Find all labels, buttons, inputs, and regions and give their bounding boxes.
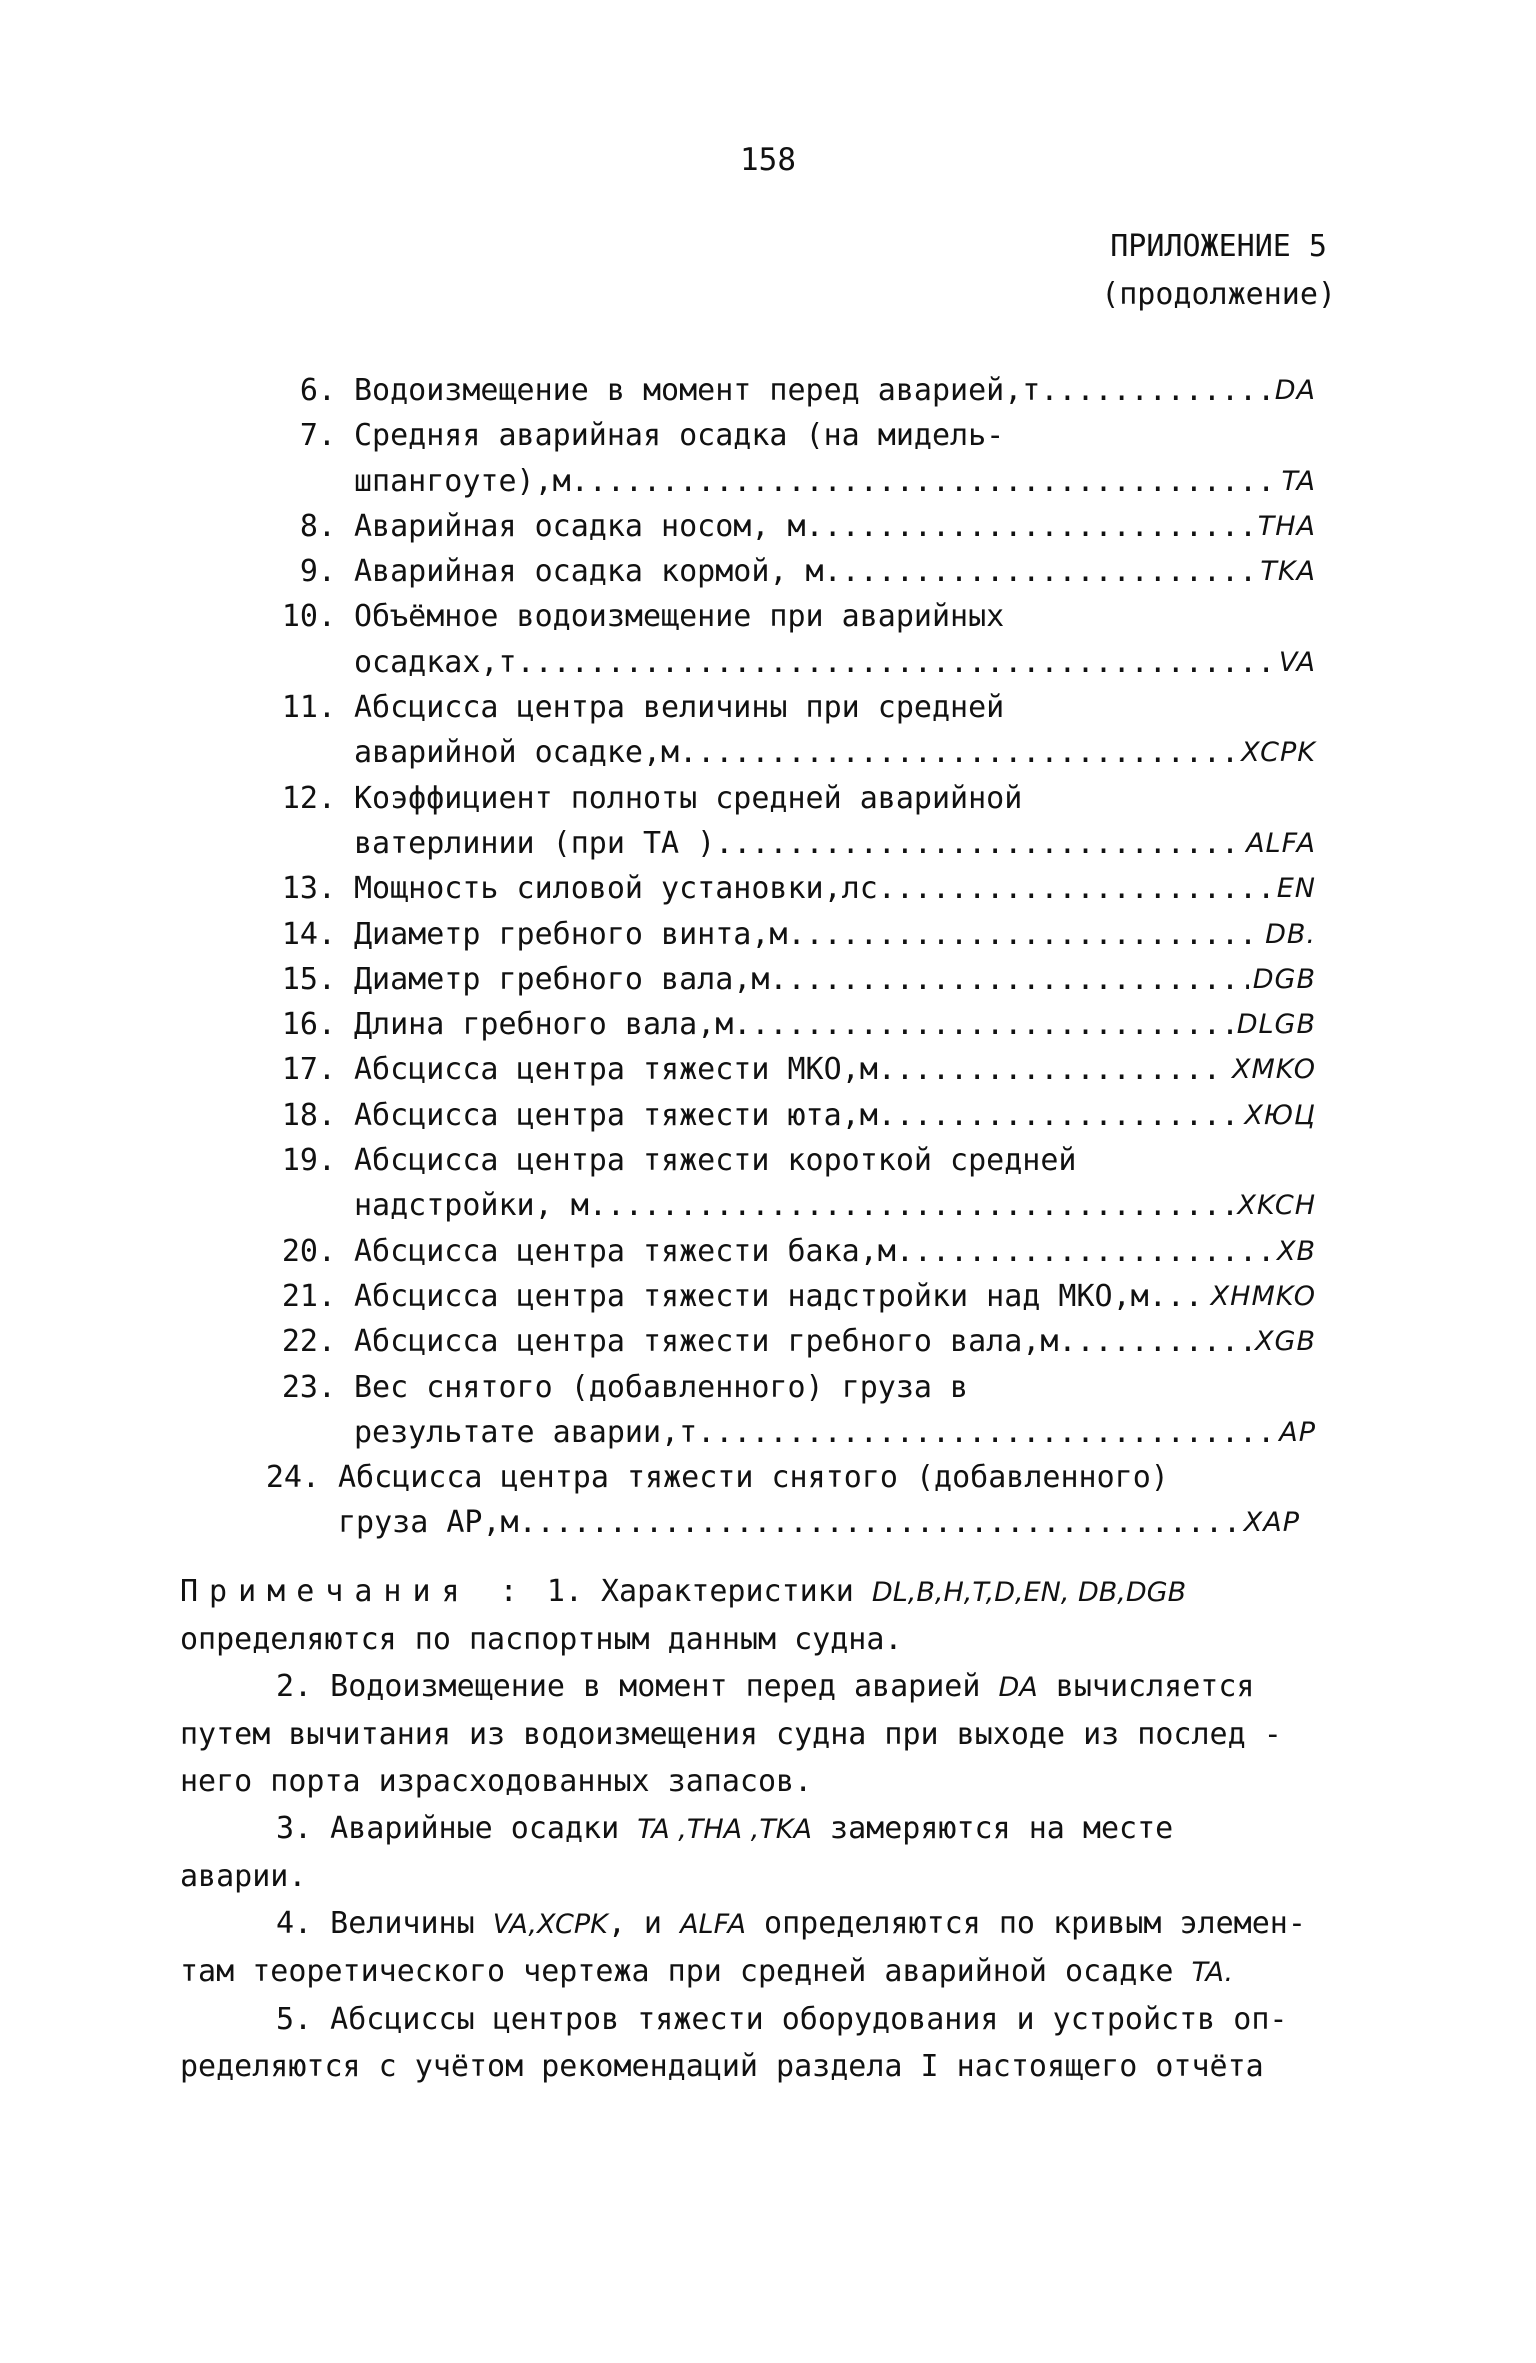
note-2-line-1: 2. Водоизмещение в момент перед аварией DA вычисляется [276, 1669, 1255, 1704]
list-item [238, 504, 1338, 549]
item-label: Диаметр гребного вала,м [354, 961, 770, 997]
list-item [238, 685, 1338, 776]
item-final-line [354, 1047, 1316, 1092]
dot-leader [806, 504, 1254, 549]
item-label: Мощность силовой установки,лс [354, 871, 878, 907]
list-item [238, 776, 1338, 867]
item-final-line [354, 1274, 1316, 1319]
list-item [238, 413, 1338, 504]
item-number: 6. [299, 373, 336, 408]
item-line: Абсцисса центра тяжести короткой средней [354, 1143, 1077, 1179]
note-1-line-1: Примечания : 1. Характеристики DL,B,H,T,D,EN, DB,DGB [180, 1574, 1187, 1609]
item-label: Диаметр гребного винта,м [354, 916, 788, 952]
list-item [238, 957, 1338, 1002]
dot-leader [519, 1500, 1240, 1545]
list-item [238, 866, 1338, 911]
item-text [336, 957, 1316, 1002]
item-label: Абсцисса центра тяжести гребного вала,м [354, 1324, 1059, 1360]
item-final-line [354, 1183, 1316, 1228]
list-item [238, 1365, 1338, 1456]
item-symbol: VA [1278, 646, 1316, 678]
item-final-line [354, 912, 1316, 957]
item-line: Вес снятого (добавленного) груза в [354, 1369, 969, 1405]
item-label: Абсцисса центра тяжести надстройки над МКО,м [354, 1278, 1149, 1314]
appendix-subtitle: (продолжение) [1101, 277, 1336, 312]
item-text [336, 1274, 1316, 1319]
item-text [336, 413, 1316, 504]
symbol: TA ,THA ,TKA [637, 1814, 812, 1845]
item-symbol: DLGB [1236, 1009, 1316, 1041]
item-final-line [354, 1229, 1316, 1274]
note-5-line-2: ределяются с учётом рекомендаций раздела I настоящего отчёта [180, 2049, 1264, 2084]
list-item [238, 1047, 1338, 1092]
item-text [336, 504, 1316, 549]
item-symbol: XB [1276, 1235, 1316, 1267]
dot-leader [787, 912, 1261, 957]
item-number: 21. [281, 1278, 336, 1314]
item-text [336, 1002, 1316, 1047]
item-number: 12. [281, 780, 336, 816]
item-label: ватерлинии (при TA ) [354, 825, 716, 861]
item-label: Абсцисса центра тяжести бака,м [354, 1233, 896, 1269]
dot-leader [697, 1410, 1275, 1455]
item-text [336, 912, 1316, 957]
note-3-line-1: 3. Аварийные осадки TA ,THA ,TKA замеряются на месте [276, 1811, 1174, 1846]
appendix-header [1101, 223, 1336, 319]
item-symbol: XЮЦ [1244, 1099, 1316, 1131]
item-label: Длина гребного вала,м [354, 1007, 734, 1043]
item-symbol: XKCH [1237, 1190, 1316, 1222]
item-number: 13. [281, 871, 336, 907]
item-text [336, 1138, 1316, 1229]
item-text [336, 776, 1316, 867]
dot-leader [517, 640, 1275, 685]
symbol: DA [998, 1672, 1038, 1703]
item-line: Средняя аварийная осадка (на мидель- [354, 418, 1005, 454]
item-number: 19. [281, 1143, 336, 1179]
item-symbol: TKA [1260, 556, 1316, 588]
dot-leader [878, 866, 1273, 911]
item-line: Объёмное водоизмещение при аварийных [354, 599, 1005, 635]
item-symbol: ALFA [1246, 827, 1316, 859]
item-text [336, 368, 1316, 413]
list-item [238, 1274, 1338, 1319]
item-symbol: TA [1281, 465, 1316, 497]
list-item [238, 549, 1338, 594]
item-symbol: XAP [1243, 1507, 1300, 1539]
item-number: 17. [281, 1052, 336, 1088]
item-text [336, 1319, 1316, 1364]
item-number: 16. [281, 1007, 336, 1043]
page-number: 158 [740, 142, 796, 178]
item-label: осадках,т [354, 644, 517, 680]
dot-leader [571, 459, 1278, 504]
item-label: аварийной осадке,м [354, 735, 680, 771]
dot-leader [1040, 368, 1270, 413]
list-item [238, 1138, 1338, 1229]
item-number: 24. [265, 1460, 320, 1496]
list-item [238, 1455, 1338, 1546]
parameter-list [238, 368, 1338, 1546]
item-text [336, 1229, 1316, 1274]
item-number: 9. [299, 554, 336, 590]
item-final-line [354, 549, 1316, 594]
item-symbol: THA [1257, 510, 1316, 542]
list-item [238, 1002, 1338, 1047]
item-text [336, 549, 1316, 594]
item-final-line [354, 1002, 1316, 1047]
item-label: надстройки, м [354, 1188, 589, 1224]
item-final-line [354, 459, 1316, 504]
item-symbol: DA [1274, 375, 1316, 406]
note-5-line-1: 5. Абсциссы центров тяжести оборудования и устройств оп- [276, 2002, 1288, 2037]
item-number: 23. [281, 1369, 336, 1405]
item-number: 22. [281, 1324, 336, 1360]
notes-section [180, 1568, 1360, 2090]
item-text [336, 685, 1316, 776]
list-item [238, 368, 1338, 413]
item-symbol: XCPK [1241, 737, 1316, 769]
dot-leader [896, 1229, 1273, 1274]
item-number: 11. [281, 690, 336, 726]
dot-leader [878, 1047, 1228, 1092]
item-line: Абсцисса центра тяжести снятого (добавленного) [338, 1460, 1169, 1496]
item-label: Абсцисса центра тяжести юта,м [354, 1097, 878, 1133]
list-item [238, 1093, 1338, 1138]
item-number: 15. [281, 961, 336, 997]
item-line: Коэффициент полноты средней аварийной [354, 780, 1023, 816]
item-text [336, 866, 1316, 911]
item-final-line [354, 1410, 1316, 1455]
note-2-line-3: него порта израсходованных запасов. [180, 1764, 813, 1799]
item-text [336, 1047, 1316, 1092]
dot-leader [1149, 1274, 1207, 1319]
item-symbol: AP [1279, 1416, 1316, 1448]
dot-leader [589, 1183, 1234, 1228]
notes-label: Примечания : [180, 1574, 529, 1609]
item-final-line [354, 1093, 1316, 1138]
symbol: TA. [1191, 1957, 1234, 1988]
note-2-line-2: путем вычитания из водоизмещения судна при выходе из послед - [180, 1717, 1282, 1752]
item-symbol: DB. [1265, 918, 1316, 950]
item-label: груза АР,м [338, 1505, 519, 1541]
note-3-line-2: аварии. [180, 1859, 307, 1894]
dot-leader [733, 1002, 1232, 1047]
symbol: DL,B,H,T,D,EN, DB,DGB [871, 1577, 1187, 1608]
dot-leader [878, 1093, 1241, 1138]
symbol: VA,XCPK [492, 1909, 608, 1940]
list-item [238, 594, 1338, 685]
item-symbol: XHMKO [1210, 1280, 1316, 1312]
item-text [336, 594, 1316, 685]
item-line: Абсцисса центра величины при средней [354, 690, 1005, 726]
note-4-line-1: 4. Величины VA,XCPK, и ALFA определяются по кривым элемен- [276, 1906, 1306, 1941]
list-item [238, 1319, 1338, 1364]
item-label: результате аварии,т [354, 1414, 698, 1450]
item-number: 10. [281, 599, 336, 635]
item-symbol: EN [1276, 873, 1316, 905]
item-text [320, 1455, 1300, 1546]
item-final-line [354, 368, 1316, 413]
item-label: Аварийная осадка кормой, м [354, 554, 824, 590]
dot-leader [1058, 1319, 1251, 1364]
item-label: Водоизмещение в момент перед аварией,т [354, 373, 1041, 408]
item-label: Абсцисса центра тяжести МКО,м [354, 1052, 878, 1088]
note-1-line-2: определяются по паспортным данным судна. [180, 1622, 903, 1657]
item-label: шпангоуте),м [354, 463, 571, 499]
item-final-line [338, 1500, 1300, 1545]
item-final-line [354, 730, 1316, 775]
dot-leader [715, 821, 1242, 866]
dot-leader [824, 549, 1257, 594]
dot-leader [769, 957, 1248, 1002]
item-text [336, 1093, 1316, 1138]
item-symbol: XGB [1255, 1326, 1316, 1358]
item-label: Аварийная осадка носом, м [354, 508, 806, 544]
item-final-line [354, 957, 1316, 1002]
item-number: 20. [281, 1233, 336, 1269]
list-item [238, 912, 1338, 957]
item-final-line [354, 640, 1316, 685]
symbol: ALFA [680, 1909, 746, 1940]
item-number: 18. [281, 1097, 336, 1133]
item-number: 14. [281, 916, 336, 952]
item-symbol: XMKO [1231, 1054, 1316, 1086]
note-4-line-2: там теоретического чертежа при средней аварийной осадке TA. [180, 1954, 1234, 1989]
item-final-line [354, 821, 1316, 866]
item-number: 8. [299, 508, 336, 544]
item-text [336, 1365, 1316, 1456]
list-item [238, 1229, 1338, 1274]
item-final-line [354, 1319, 1316, 1364]
dot-leader [679, 730, 1237, 775]
item-symbol: DGB [1252, 963, 1316, 995]
item-final-line [354, 504, 1316, 549]
item-number: 7. [299, 418, 336, 454]
item-final-line [354, 866, 1316, 911]
appendix-title: ПРИЛОЖЕНИЕ 5 [1110, 229, 1327, 264]
